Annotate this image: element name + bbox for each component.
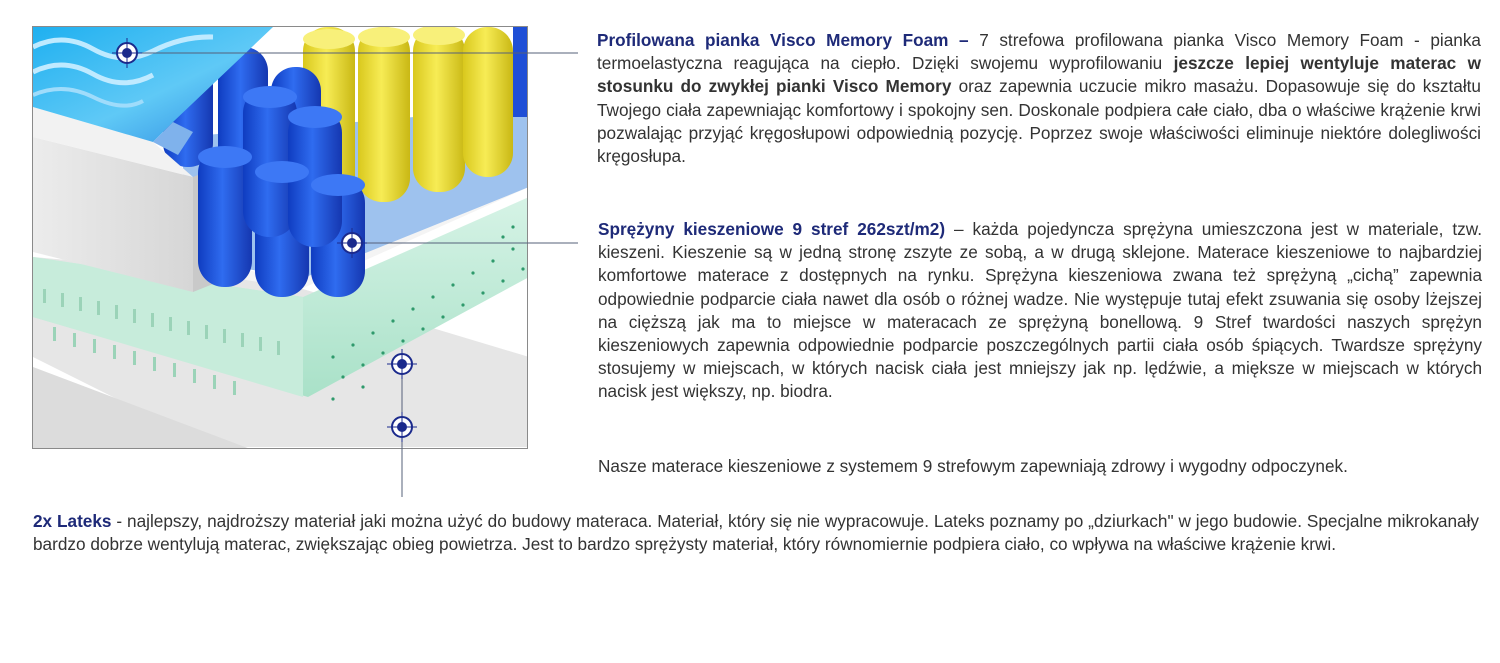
latex-text: - najlepszy, najdroższy materiał jaki można użyć do budowy materaca. Materiał, który się nie wypracowuje. Lateks poznamy po „dziurkach" w jego budowie. Specjalne mikrokanały bardzo dobrze wentylują materac, zwiększając obieg powietrza. Jest to bardzo sprężysty materiał, który równomiernie podpiera ciało, co wpływa na właściwe krążenie krwi. xyxy=(33,511,1479,555)
foam-description xyxy=(597,29,1481,168)
mattress-cross-section-illustration xyxy=(32,26,528,449)
foam-text-2: oraz zapewnia uczucie mikro masażu. Dopasowuje się do kształtu Twojego ciała zapewniając komfortowy i spokojny sen. Doskonale podpiera całe ciało, dba o właściwe krążenie krwi pozwalając przyjąć kręgosłupowi odpowiednią pozycję. Poprzez swoje właściwości eliminuje niektóre dolegliwości kręgosłupa. xyxy=(597,76,1481,167)
springs-description xyxy=(598,218,1482,404)
foam-bold-claim: jeszcze lepiej wentyluje materac w stosunku do zwykłej pianki Visco Memory xyxy=(597,53,1481,97)
foam-title: Profilowana pianka Visco Memory Foam – xyxy=(597,30,969,50)
foam-text-1: 7 strefowa profilowana pianka Visco Memory Foam - pianka termoelastyczna reagująca na ciepło. Dzięki swojemu wyprofilowaniu xyxy=(597,30,1481,74)
springs-text: – każda pojedyncza sprężyna umieszczona jest w materiale, tzw. kieszeni. Kieszenie są w jedną stronę zszyte ze sobą, a w drugą sklejone. Materace kieszeniowe to najbardziej komfortowe materace z dostępnych na rynku. Sprężyna kieszeniowa zwana też sprężyną „cichą” zapewnia odpowiednie podparcie ciała nawet dla osób o różnej wadze. Nie występuje tutaj efekt zsuwania się osoby lżejszej na cięższą jak ma to miejsce w materacach ze sprężyną bonellową. 9 Stref twardości naszych sprężyn kieszeniowych zapewnia odpowiednie podparcie poszczególnych partii ciała osób śpiących. Twardsze sprężyny stosujemy w miejscach, w których nacisk ciała jest mniejszy jak np. lędźwie, a miększe w miejscach w których nacisk jest większy, np. biodra. xyxy=(598,219,1482,402)
latex-title: 2x Lateks xyxy=(33,511,112,531)
springs-closing-sentence: Nasze materace kieszeniowe z systemem 9 strefowym zapewniają zdrowy i wygodny odpoczynek. xyxy=(598,456,1348,476)
springs-title: Sprężyny kieszeniowe 9 stref 262szt/m2) xyxy=(598,219,946,239)
latex-description xyxy=(33,510,1479,556)
